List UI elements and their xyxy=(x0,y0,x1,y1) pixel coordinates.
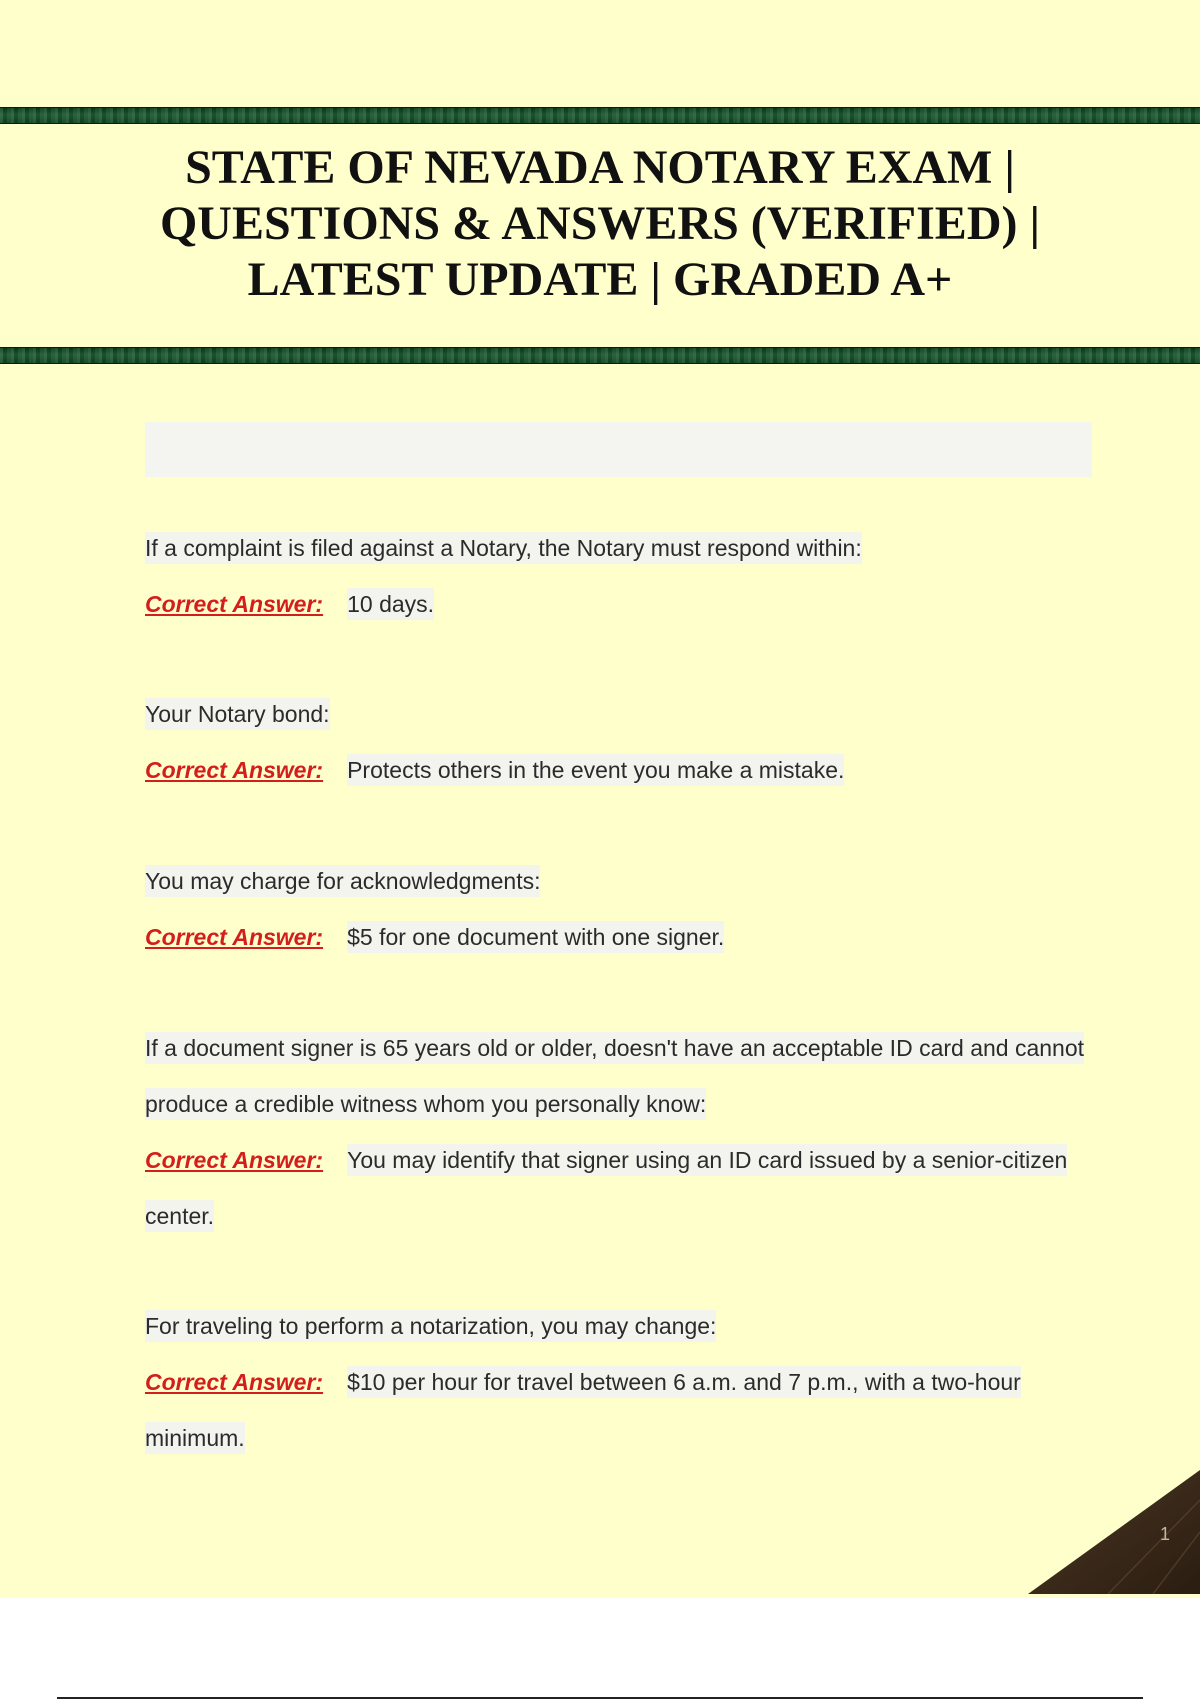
page-corner-decoration xyxy=(1028,1470,1200,1594)
question-text: If a complaint is filed against a Notary, the Notary must respond within: xyxy=(145,520,1095,576)
correct-answer-label: Correct Answer: xyxy=(145,591,324,617)
answer-line xyxy=(145,909,1095,965)
correct-answer-label: Correct Answer: xyxy=(145,1369,324,1395)
correct-answer-label: Correct Answer: xyxy=(145,924,324,950)
title-line: STATE OF NEVADA NOTARY EXAM | xyxy=(185,141,1015,194)
header-top-band xyxy=(0,107,1200,124)
qa-item xyxy=(145,520,1095,632)
qa-item xyxy=(145,1020,1095,1244)
qa-item xyxy=(145,1298,1095,1466)
qa-item xyxy=(145,686,1095,798)
answer-text: $5 for one document with one signer. xyxy=(347,921,724,953)
document-title xyxy=(100,140,1100,308)
qa-item xyxy=(145,853,1095,965)
answer-text: Protects others in the event you make a mistake. xyxy=(347,754,844,786)
header-bottom-band xyxy=(0,347,1200,364)
correct-answer-label: Correct Answer: xyxy=(145,1147,324,1173)
page-number: 1 xyxy=(1160,1524,1171,1544)
title-line: QUESTIONS & ANSWERS (VERIFIED) | xyxy=(159,197,1041,250)
answer-text: 10 days. xyxy=(347,588,434,620)
question-text: For traveling to perform a notarization, you may change: xyxy=(145,1298,1095,1354)
answer-text: You may identify that signer using an ID card issued by a senior-citizen center. xyxy=(145,1144,1067,1232)
answer-line xyxy=(145,742,1095,798)
blank-banner xyxy=(145,422,1092,477)
answer-line xyxy=(145,1354,1095,1466)
answer-text: $10 per hour for travel between 6 a.m. and 7 p.m., with a two-hour minimum. xyxy=(145,1366,1021,1454)
title-line: LATEST UPDATE | GRADED A+ xyxy=(247,253,953,306)
question-text: Your Notary bond: xyxy=(145,686,1095,742)
question-text: If a document signer is 65 years old or older, doesn't have an acceptable ID card and cannot produce a credible witness whom you personally know: xyxy=(145,1020,1095,1132)
footer-rule xyxy=(57,1697,1143,1699)
question-text: You may charge for acknowledgments: xyxy=(145,853,1095,909)
correct-answer-label: Correct Answer: xyxy=(145,757,324,783)
answer-line xyxy=(145,576,1095,632)
answer-line xyxy=(145,1132,1095,1244)
